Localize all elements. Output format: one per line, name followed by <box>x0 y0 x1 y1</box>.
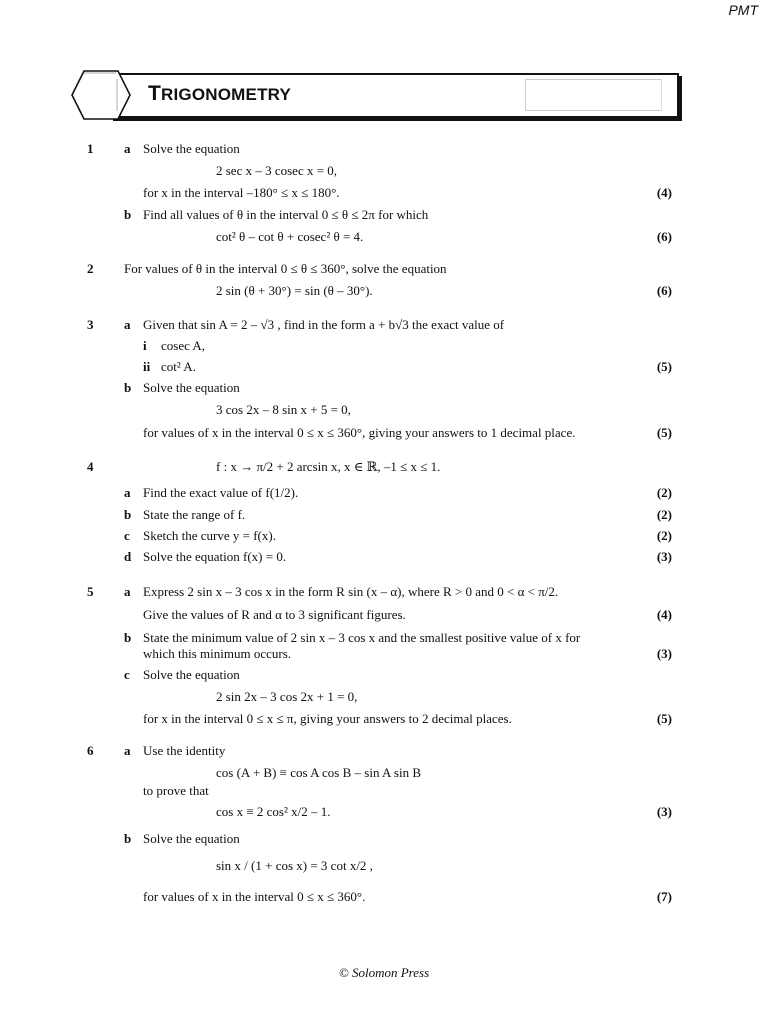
equation: 2 sin 2x – 3 cos 2x + 1 = 0, <box>216 689 358 704</box>
interval-text: for values of x in the interval 0 ≤ x ≤ 360°, giving your answers to 1 decimal place. <box>143 425 576 440</box>
question-number: 3 <box>87 317 94 332</box>
marks: (5) <box>656 359 672 374</box>
subpart-label: i <box>143 338 147 353</box>
marks: (3) <box>656 804 672 819</box>
copyright-footer: © Solomon Press <box>338 965 430 980</box>
page-title: TRIGONOMETRY <box>148 82 292 105</box>
part-label: a <box>124 743 131 758</box>
part-label: b <box>124 207 132 222</box>
part-label: a <box>124 317 131 332</box>
part-label: c <box>124 667 130 682</box>
question-text: State the range of f. <box>143 507 246 522</box>
question-text: Given that sin A = 2 – √3 , find in the form a + b√3 the exact value of <box>143 317 505 332</box>
part-label: a <box>124 141 131 156</box>
part-label: b <box>124 831 132 846</box>
question-number: 5 <box>87 584 94 599</box>
marks: (5) <box>656 711 672 726</box>
interval-text: for values of x in the interval 0 ≤ x ≤ 360°. <box>143 889 366 904</box>
question-text: to prove that <box>143 783 209 798</box>
question-text: For values of θ in the interval 0 ≤ θ ≤ 360°, solve the equation <box>124 261 447 276</box>
question-number: 4 <box>87 459 94 474</box>
question-text: Use the identity <box>143 743 226 758</box>
question-text: Find all values of θ in the interval 0 ≤ θ ≤ 2π for which <box>143 207 429 222</box>
subpart-text: cot² A. <box>161 359 196 374</box>
interval-text: for x in the interval –180° ≤ x ≤ 180°. <box>143 185 340 200</box>
question-text: Solve the equation <box>143 141 240 156</box>
corner-label: PMT <box>728 2 758 18</box>
question-number: 1 <box>87 141 94 156</box>
question-text: Solve the equation <box>143 831 240 846</box>
title-banner-inner-panel <box>525 79 662 111</box>
part-label: c <box>124 528 130 543</box>
function-definition: f : x → π/2 + 2 arcsin x, x ∈ ℝ, –1 ≤ x ≤ 1. <box>216 459 441 474</box>
equation: cot² θ – cot θ + cosec² θ = 4. <box>216 229 364 244</box>
question-text: State the minimum value of 2 sin x – 3 cos x and the smallest positive value of x for <box>143 630 581 645</box>
equation: 2 sec x – 3 cosec x = 0, <box>216 163 338 178</box>
equation: sin x / (1 + cos x) = 3 cot x/2 , <box>216 858 373 873</box>
marks: (5) <box>656 425 672 440</box>
question-number: 6 <box>87 743 94 758</box>
question-text: Solve the equation f(x) = 0. <box>143 549 287 564</box>
part-label: d <box>124 549 132 564</box>
hexagon-icon <box>70 69 132 121</box>
equation: 3 cos 2x – 8 sin x + 5 = 0, <box>216 402 351 417</box>
question-text: Give the values of R and α to 3 significant figures. <box>143 607 406 622</box>
subpart-label: ii <box>143 359 151 374</box>
question-text: Sketch the curve y = f(x). <box>143 528 276 543</box>
question-text: Express 2 sin x – 3 cos x in the form R sin (x – α), where R > 0 and 0 < α < π/2. <box>143 584 559 599</box>
marks: (2) <box>656 485 672 500</box>
equation: 2 sin (θ + 30°) = sin (θ – 30°). <box>216 283 373 298</box>
marks: (3) <box>656 549 672 564</box>
marks: (4) <box>656 185 672 200</box>
question-number: 2 <box>87 261 94 276</box>
marks: (6) <box>656 283 672 298</box>
identity: cos (A + B) ≡ cos A cos B – sin A sin B <box>216 765 421 780</box>
question-text: Solve the equation <box>143 380 240 395</box>
part-label: b <box>124 630 132 645</box>
question-text: Solve the equation <box>143 667 240 682</box>
part-label: b <box>124 380 132 395</box>
question-text: which this minimum occurs. <box>143 646 292 661</box>
part-label: b <box>124 507 132 522</box>
marks: (6) <box>656 229 672 244</box>
question-text: Find the exact value of f(1/2). <box>143 485 299 500</box>
subpart-text: cosec A, <box>161 338 206 353</box>
marks: (7) <box>656 889 672 904</box>
marks: (2) <box>656 507 672 522</box>
interval-text: for x in the interval 0 ≤ x ≤ π, giving your answers to 2 decimal places. <box>143 711 512 726</box>
marks: (3) <box>656 646 672 661</box>
marks: (2) <box>656 528 672 543</box>
part-label: a <box>124 584 131 599</box>
result-equation: cos x ≡ 2 cos² x/2 – 1. <box>216 804 331 819</box>
marks: (4) <box>656 607 672 622</box>
part-label: a <box>124 485 131 500</box>
